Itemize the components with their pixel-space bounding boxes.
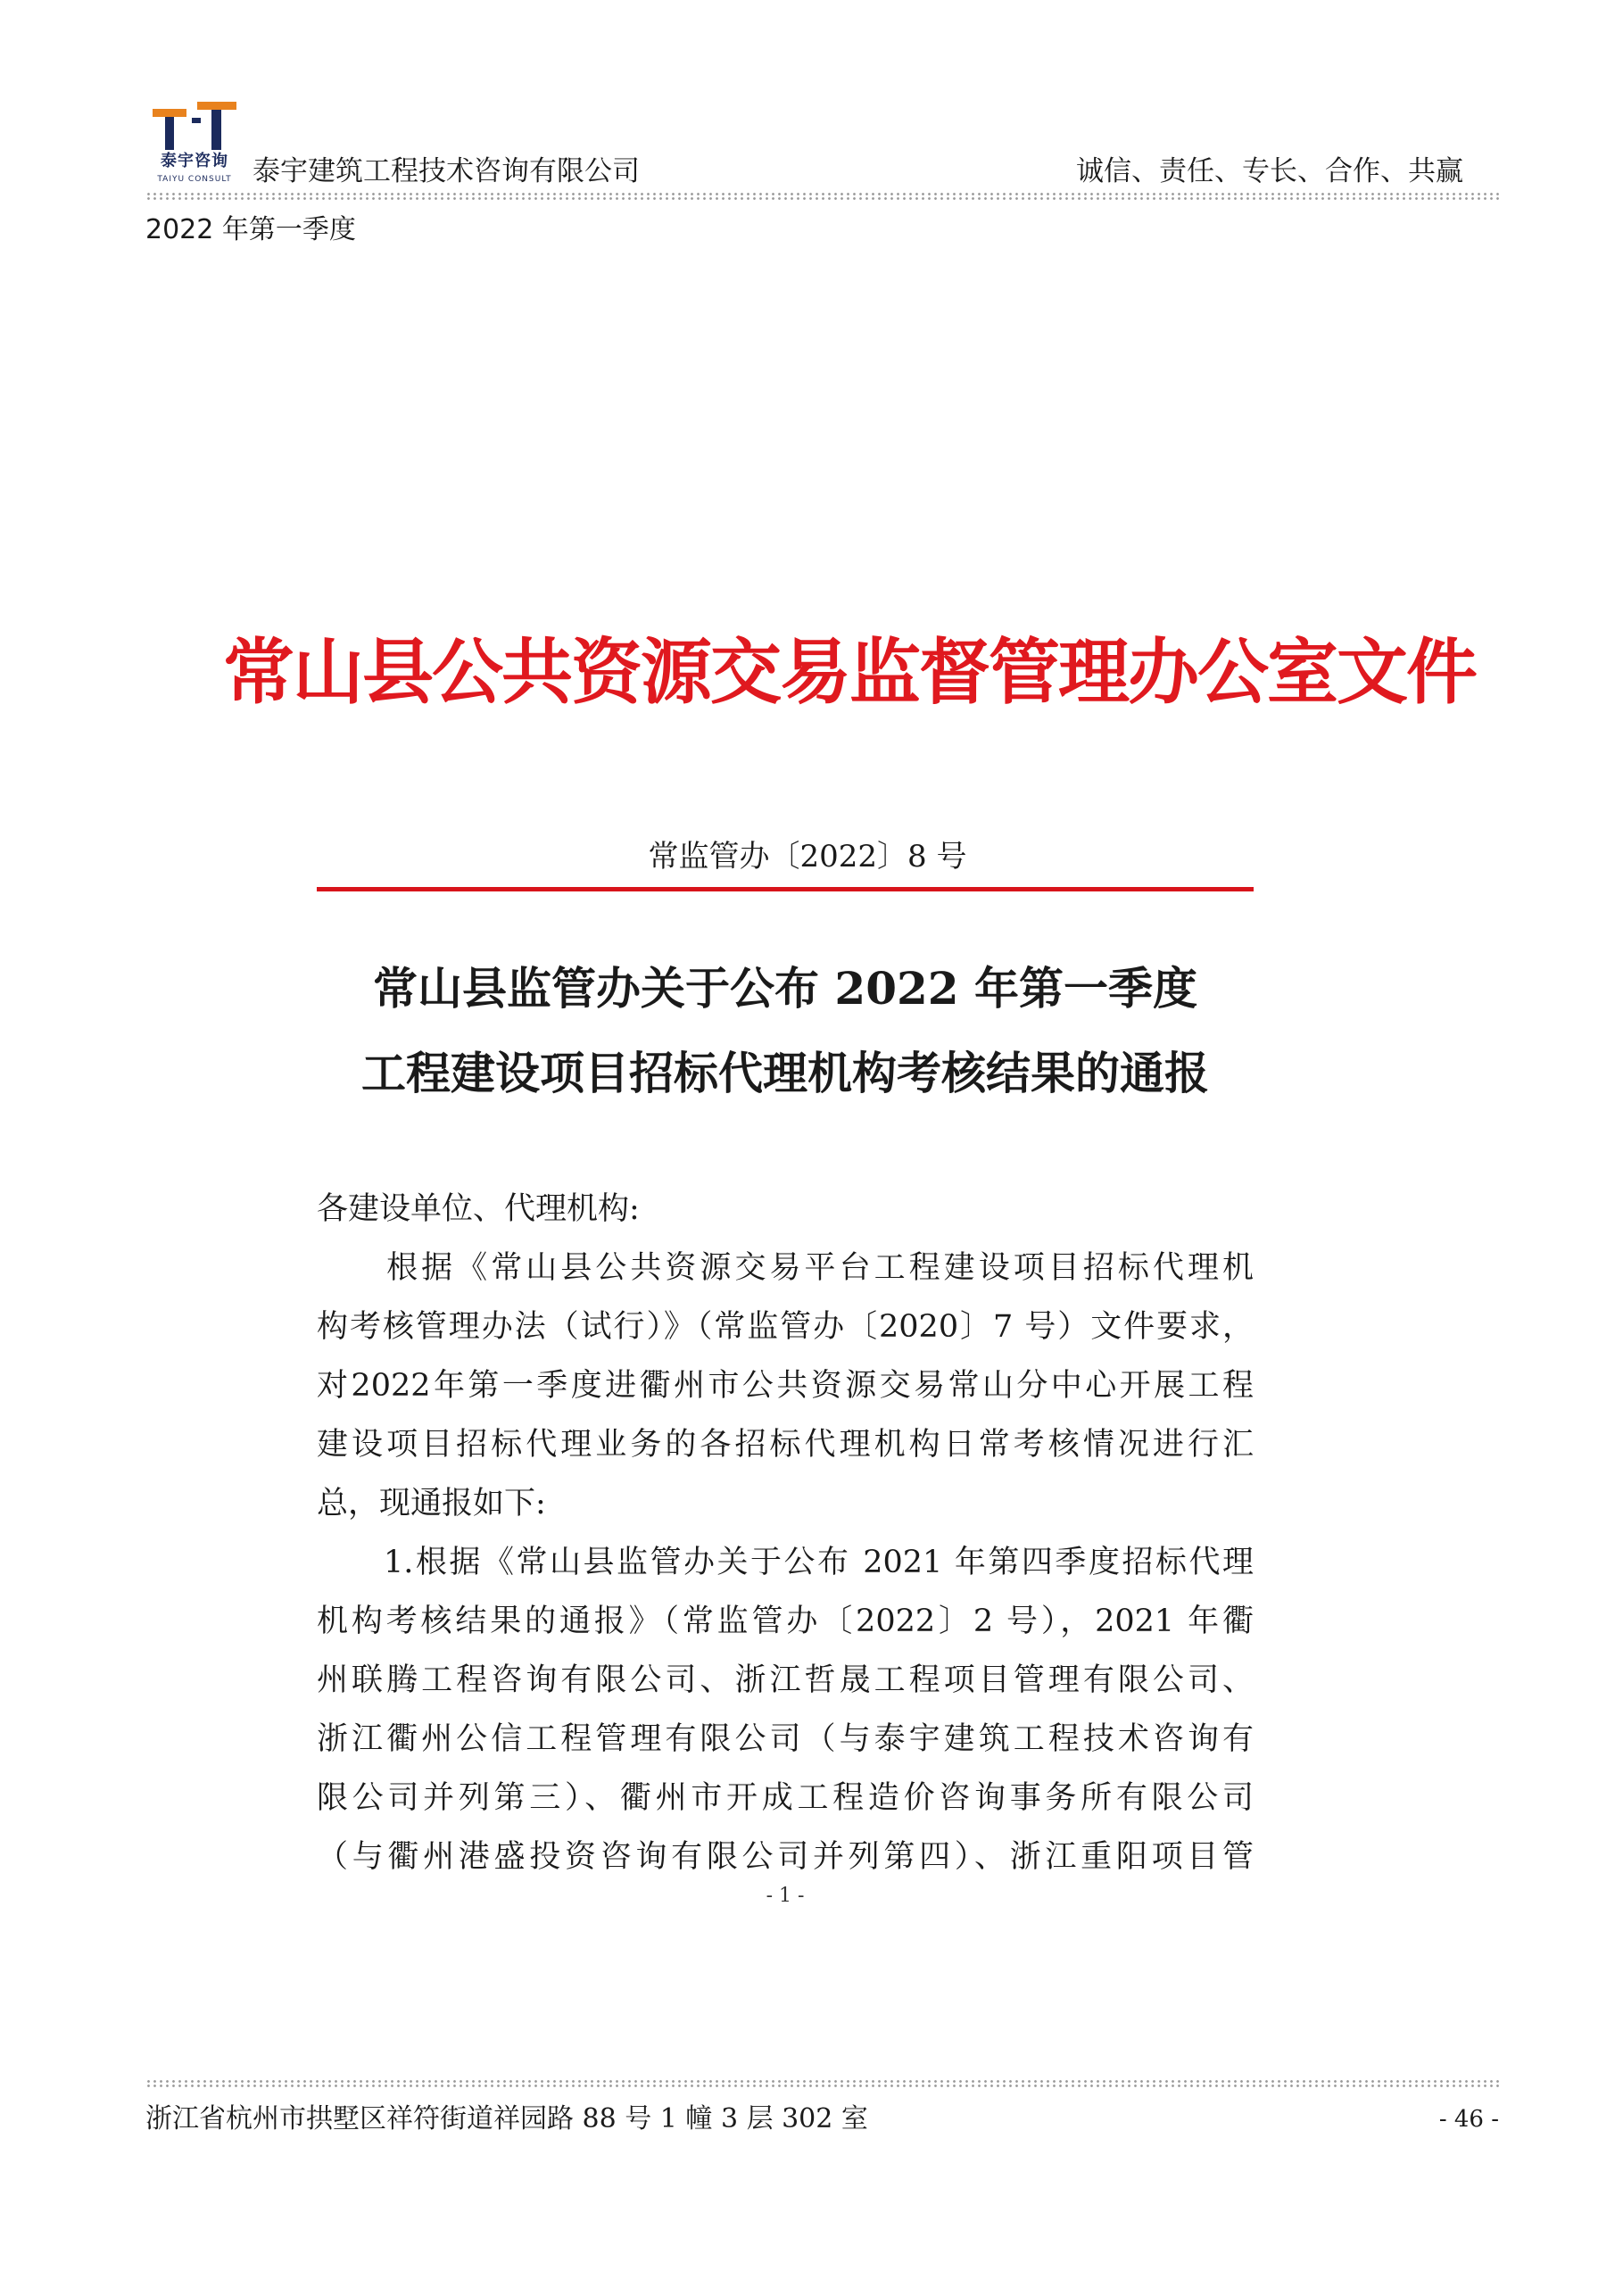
paragraph-line: 机构考核结果的通报》（常监管办〔2022〕2 号），2021 年衢 [317, 1604, 1254, 1639]
company-motto: 诚信、责任、专长、合作、共赢 [1076, 155, 1463, 187]
paragraph-line: 1.根据《常山县监管办关于公布 2021 年第四季度招标代理 [317, 1545, 1254, 1580]
paragraph-line: 根据《常山县公共资源交易平台工程建设项目招标代理机 [317, 1250, 1254, 1286]
header-divider [145, 192, 1502, 201]
logo-mark-icon [145, 98, 244, 152]
paragraph-line: 对2022年第一季度进衢州市公共资源交易常山分中心开展工程 [317, 1368, 1254, 1404]
paragraph-line: 构考核管理办法（试行）》（常监管办〔2020〕7 号）文件要求， [317, 1309, 1254, 1345]
paragraph-line: 建设项目招标代理业务的各招标代理机构日常考核情况进行汇 [317, 1427, 1254, 1463]
logo-subtext: TAIYU CONSULT [157, 175, 232, 184]
paragraph-line: 浙江衢州公信工程管理有限公司（与泰宇建筑工程技术咨询有 [317, 1721, 1254, 1757]
logo-text: 泰宇咨询 [161, 152, 228, 170]
red-divider [317, 887, 1254, 891]
footer-page-number: - 46 - [1438, 2106, 1499, 2133]
inner-page-number: - 1 - [766, 1885, 805, 1907]
quarter-label: 2022 年第一季度 [145, 214, 356, 245]
paragraph-line: 州联腾工程咨询有限公司、浙江哲晟工程项目管理有限公司、 [317, 1662, 1254, 1698]
company-logo [145, 98, 244, 187]
footer-address: 浙江省杭州市拱墅区祥符街道祥园路 88 号 1 幢 3 层 302 室 [145, 2103, 868, 2134]
paragraph-line: 限公司并列第三）、衢州市开成工程造价咨询事务所有限公司 [317, 1780, 1254, 1816]
paragraph-line: 总，现通报如下: [317, 1486, 546, 1521]
notice-title-line-1: 常山县监管办关于公布 2022 年第一季度 [373, 962, 1197, 1015]
notice-title-line-2: 工程建设项目招标代理机构考核结果的通报 [361, 1047, 1209, 1099]
document-number: 常监管办〔2022〕8 号 [648, 839, 967, 874]
salutation: 各建设单位、代理机构: [317, 1191, 640, 1227]
office-document-title: 常山县公共资源交易监督管理办公室文件 [223, 630, 1476, 714]
company-name: 泰宇建筑工程技术咨询有限公司 [253, 155, 640, 187]
paragraph-line: （与衢州港盛投资咨询有限公司并列第四）、浙江重阳项目管 [317, 1839, 1254, 1875]
footer-divider [145, 2079, 1502, 2088]
